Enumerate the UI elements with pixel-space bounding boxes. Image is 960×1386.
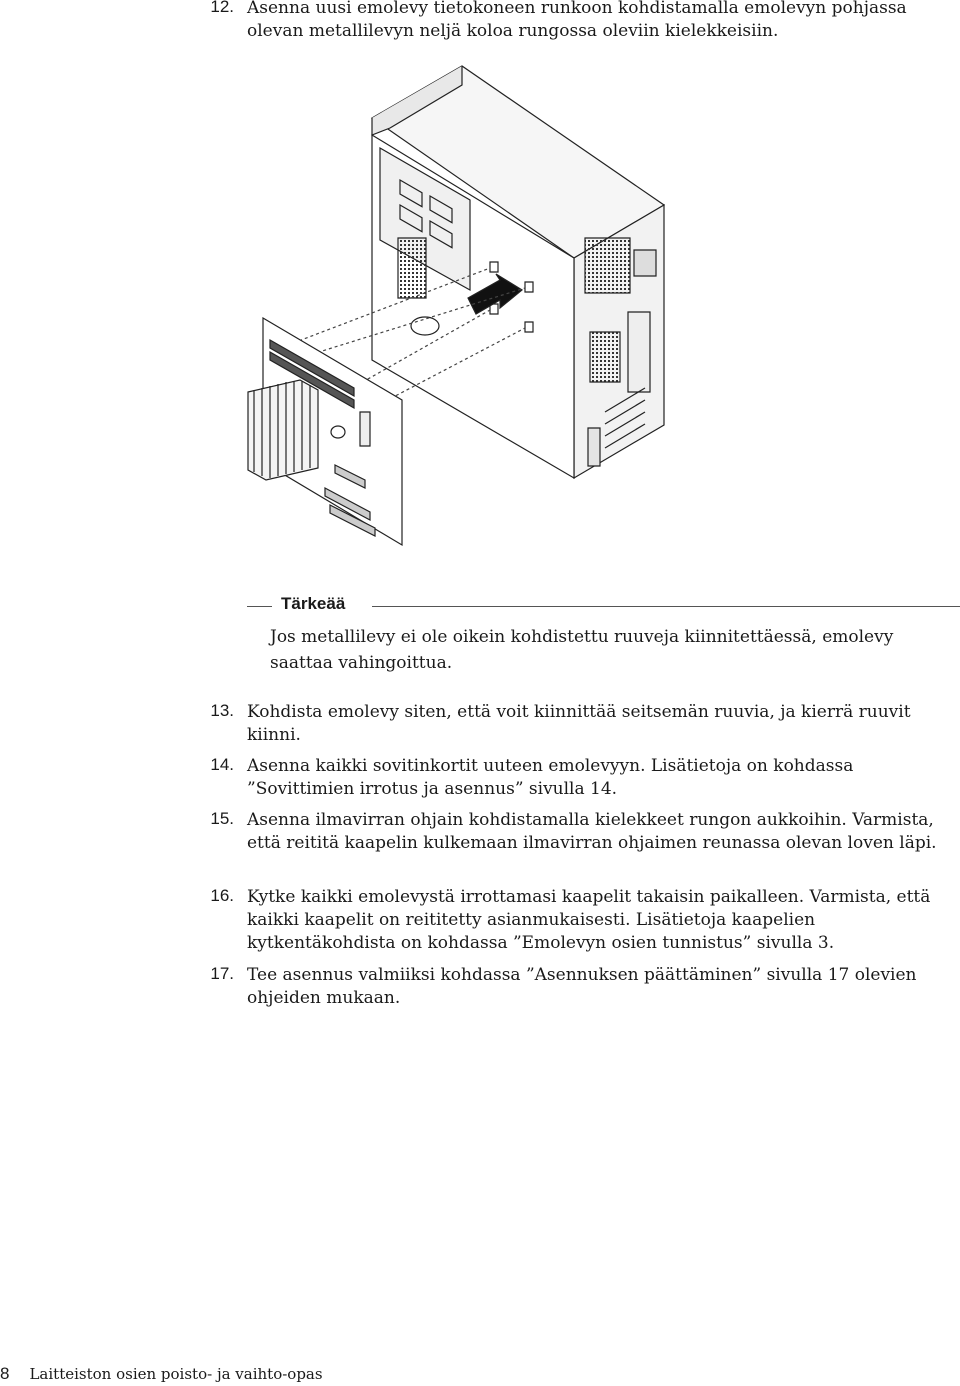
step-text: Asenna ilmavirran ohjain kohdistamalla kielekkeet rungon aukkoihin. Varmista, että reititä kaapelin kulkemaan ilmavirran ohjaimen reunassa olevan loven läpi.	[247, 810, 937, 853]
note-title: Tärkeää	[281, 594, 346, 613]
step-number: 13.	[210, 701, 234, 720]
vent-grill	[585, 238, 630, 293]
note-rule-right	[372, 606, 960, 607]
step-number: 17.	[210, 964, 234, 983]
step-number: 16.	[210, 886, 234, 905]
book-title: Laitteiston osien poisto- ja vaihto-opas	[29, 1365, 323, 1383]
page-footer	[0, 1364, 323, 1384]
note-rule-left	[247, 606, 272, 607]
step-number: 12.	[210, 0, 234, 16]
step-number: 15.	[210, 809, 234, 828]
motherboard-installation-illustration	[240, 58, 680, 578]
step-text: Asenna uusi emolevy tietokoneen runkoon kohdistamalla emolevyn pohjassa olevan metallilevyn neljä koloa rungossa oleviin kielekkeisiin.	[247, 0, 907, 41]
step-text: Tee asennus valmiiksi kohdassa ”Asennuksen päättäminen” sivulla 17 olevien ohjeiden mukaan.	[247, 965, 917, 1008]
heatsink	[248, 380, 318, 480]
page-number: 8	[0, 1364, 10, 1383]
power-socket-icon	[634, 250, 656, 276]
vent-grill	[398, 238, 426, 298]
note-body: Jos metallilevy ei ole oikein kohdistettu ruuveja kiinnitettäessä, emolevy saattaa vahingoittua.	[270, 627, 894, 673]
vent-grill	[590, 332, 620, 382]
step-number: 14.	[210, 755, 234, 774]
step-text: Kytke kaikki emolevystä irrottamasi kaapelit takaisin paikalleen. Varmista, että kaikki kaapelit on reititetty asianmukaisesti. Lisätietoja kaapelien kytkentäkohdista on kohdassa ”Emolevyn osien tunnistus” sivulla 3.	[247, 887, 931, 953]
step-text: Kohdista emolevy siten, että voit kiinnittää seitsemän ruuvia, ja kierrä ruuvit kiinni.	[247, 702, 911, 745]
board-connector	[360, 412, 370, 446]
step-text: Asenna kaikki sovitinkortit uuteen emolevyyn. Lisätietoja on kohdassa ”Sovittimien irrotus ja asennus” sivulla 14.	[247, 756, 854, 799]
io-panel	[628, 312, 650, 392]
pci-bracket	[588, 428, 600, 466]
